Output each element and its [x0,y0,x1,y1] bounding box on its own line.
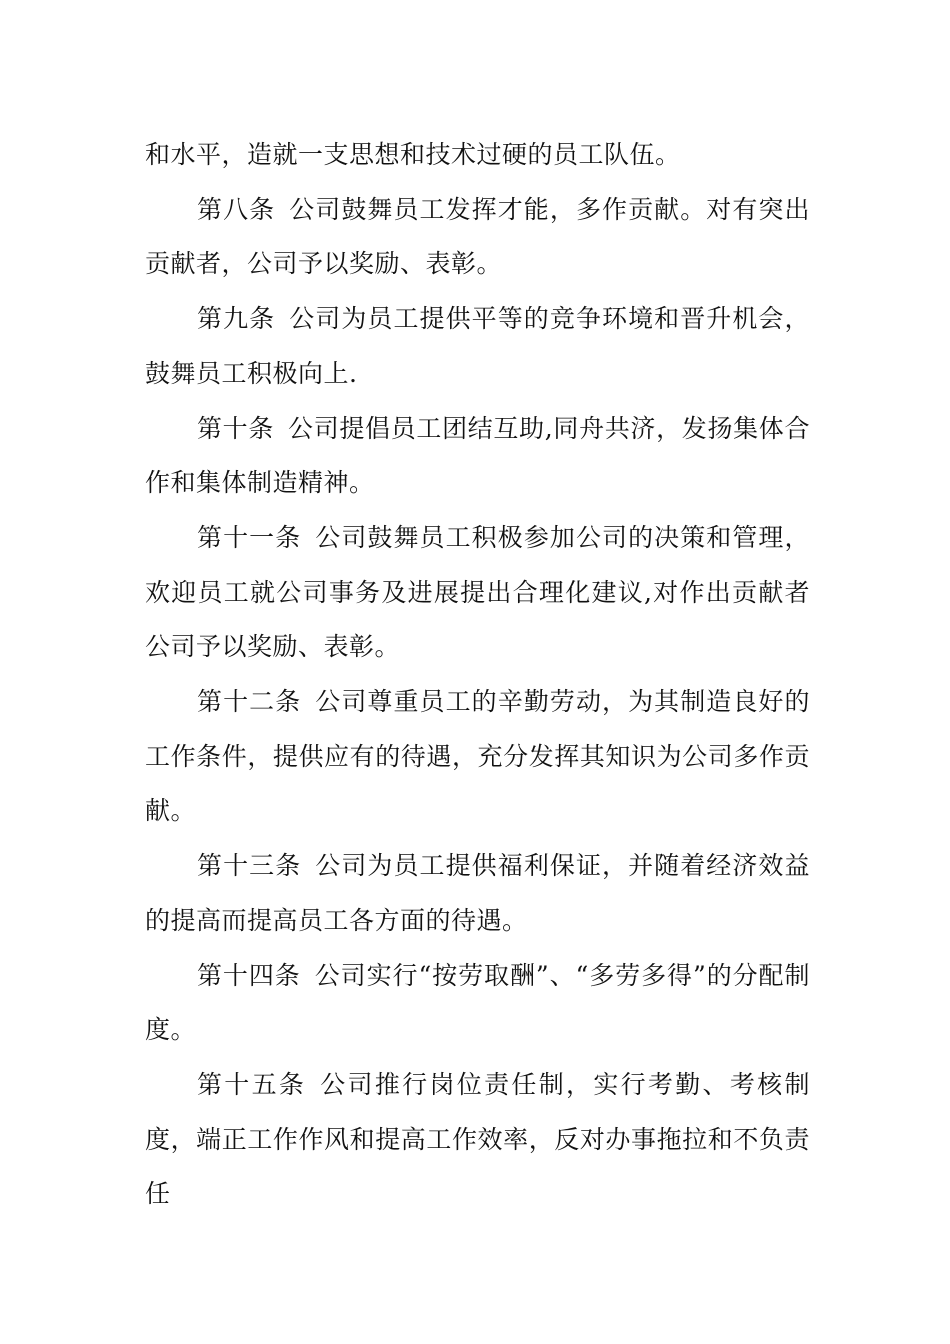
article-15 [145,1058,810,1222]
article-number: 第十四条 [197,960,301,990]
article-11 [145,511,810,675]
article-number: 第十条 [197,413,275,443]
article-text: 公司为员工提供福利保证，并随着经济效益的提高而提高员工各方面的待遇。 [145,851,810,935]
article-text: 公司鼓舞员工积极参加公司的决策和管理，欢迎员工就公司事务及进展提出合理化建议,对作出贡献者公司予以奖励、表彰。 [145,522,810,662]
article-number: 第十三条 [197,851,302,881]
article-10 [145,402,810,511]
article-text: 公司为员工提供平等的竞争环境和晋升机会，鼓舞员工积极向上. [145,304,810,388]
article-13 [145,839,810,948]
document-body [145,128,810,1222]
article-text: 公司尊重员工的辛勤劳动，为其制造良好的工作条件，提供应有的待遇，充分发挥其知识为公司多作贡献。 [145,687,810,826]
article-text: 公司鼓舞员工发挥才能，多作贡献。对有突出贡献者，公司予以奖励、表彰。 [145,194,810,279]
article-number: 第十二条 [197,687,302,717]
paragraph-continuation [145,128,810,183]
article-text: 公司实行“按劳取酬”、“多劳多得”的分配制度。 [145,960,810,1045]
article-8 [145,183,810,292]
article-14 [145,949,810,1058]
article-12 [145,675,810,839]
article-9 [145,292,810,401]
article-text: 公司推行岗位责任制，实行考勤、考核制度，端正工作作风和提高工作效率，反对办事拖拉和不负责任 [145,1069,810,1209]
article-number: 第十五条 [197,1069,307,1099]
article-text: 公司提倡员工团结互助,同舟共济，发扬集体合作和集体制造精神。 [145,413,810,498]
article-number: 第九条 [197,304,276,334]
article-number: 第八条 [197,194,276,224]
paragraph-text: 和水平，造就一支思想和技术过硬的员工队伍。 [145,140,681,169]
article-number: 第十一条 [197,522,302,552]
